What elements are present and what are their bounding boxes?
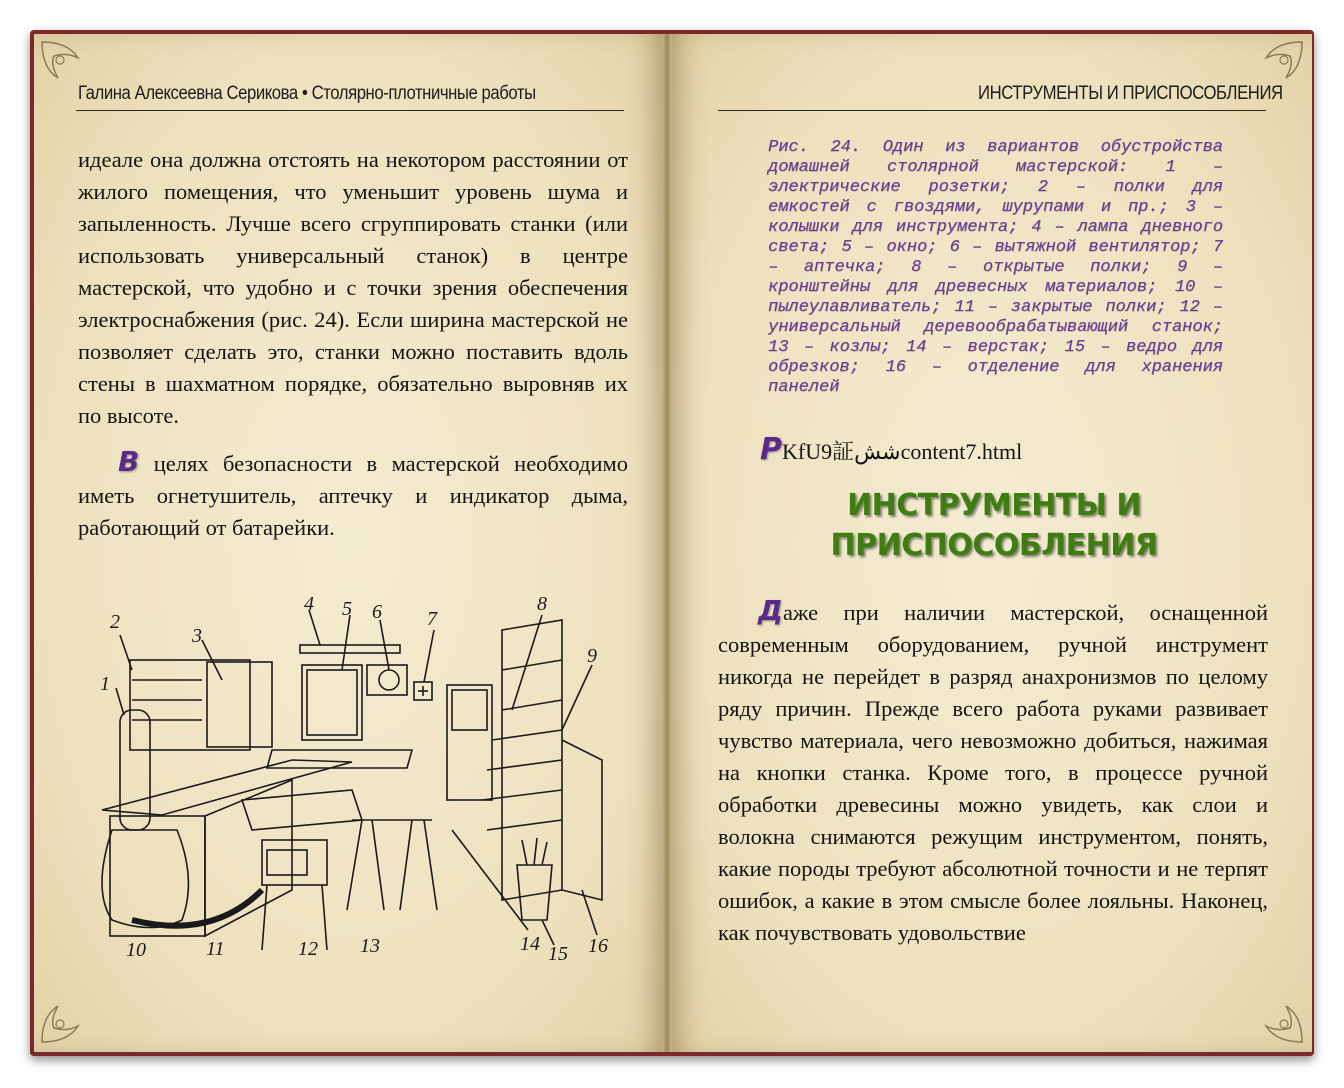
paragraph: идеале она должна отстоять на некотором расстоянии от жилого помещения, что уменьшит уровень шума и запыленность. Лучше всего сгруппировать станки (или использовать универсальный станок) в центре мастерской, что удобно и с точки зрения обеспечения электроснабжения (рис. 24). Если ширина мастерской не позволяет сделать это, станки можно поставить вдоль стены в шахматном порядке, обязательно выровняв их по высоте. xyxy=(78,147,628,428)
figure-label: 13 xyxy=(360,935,380,957)
running-header-left: Галина Алексеевна Серикова • Столярно-плотничные работы xyxy=(78,83,536,104)
paragraph xyxy=(718,595,1268,949)
figure-label: 16 xyxy=(588,935,608,957)
figure-caption: Рис. 24. Один из вариантов обустройства домашней столярной мастерской: 1 – электрические розетки; 2 – полки для емкостей с гвоздями, шурупами и пр.; 3 – колышки для инструмента; 4 – лампа дневного света; 5 – окно; 6 – вытяжной вентилятор; 7 – аптечка; 8 – открытые полки; 9 – кронштейны для древесных материалов; 10 – пылеулавливатель; 11 – закрытые полки; 12 – универсальный деревообрабатывающий станок; 13 – козлы; 14 – верстак; 15 – ведро для обрезков; 16 – отделение для хранения панелей xyxy=(768,138,1223,397)
paragraph xyxy=(78,446,628,544)
right-body-text xyxy=(718,595,1268,949)
ornament-corner-icon xyxy=(1246,986,1306,1046)
figure-label: 11 xyxy=(206,938,225,960)
figure-label: 5 xyxy=(342,598,352,620)
figure-label: 2 xyxy=(110,611,120,633)
header-rule-left xyxy=(76,110,624,111)
figure-label: 10 xyxy=(126,939,146,961)
drop-cap: В xyxy=(118,445,140,478)
header-rule-right xyxy=(718,110,1266,111)
ornament-corner-icon xyxy=(38,986,98,1046)
figure-label: 9 xyxy=(587,645,597,667)
figure-label: 8 xyxy=(537,593,547,615)
book-spine xyxy=(662,34,672,1052)
figure-label: 4 xyxy=(304,593,314,615)
running-header-right: ИНСТРУМЕНТЫ И ПРИСПОСОБЛЕНИЯ xyxy=(978,83,1283,104)
chapter-title-line: ИНСТРУМЕНТЫ И xyxy=(847,488,1141,523)
paragraph-text: целях безопасности в мастерской необходимо иметь огнетушитель, аптечку и индикатор дыма, работающий от батарейки. xyxy=(78,451,628,540)
link-text[interactable]: KfU9証ششcontent7.html xyxy=(782,439,1023,464)
figure-label: 1 xyxy=(100,673,110,695)
figure-label: 15 xyxy=(548,943,568,965)
figure-label: 12 xyxy=(298,938,318,960)
figure-label: 14 xyxy=(520,933,540,955)
workshop-illustration xyxy=(92,590,622,970)
figure-label: 7 xyxy=(427,608,437,630)
paragraph-text: аже при наличии мастерской, оснащенной современным оборудованием, ручной инструмент никогда не перейдет в разряд анахронизмов по целому ряду причин. Прежде всего работа руками развивает чувство материала, чего невозможно добиться, нажимая на кнопки станка. Кроме того, в процессе ручной обработки древесины можно увидеть, как слои и волокна снимаются режущим инструментом, понять, какие породы требуют абсолютной точности и не терпят ошибок, а какие в этом смысле более лояльны. Наконец, как почувствовать удовольствие xyxy=(718,600,1268,945)
chapter-title-line: ПРИСПОСОБЛЕНИЯ xyxy=(830,528,1158,563)
chapter-title xyxy=(720,486,1268,566)
link-line[interactable] xyxy=(760,432,1022,467)
left-body-text xyxy=(78,144,628,544)
drop-cap: Р xyxy=(760,432,782,467)
drop-cap: Д xyxy=(758,594,783,627)
figure-label: 3 xyxy=(192,625,202,647)
figure-label: 6 xyxy=(372,601,382,623)
